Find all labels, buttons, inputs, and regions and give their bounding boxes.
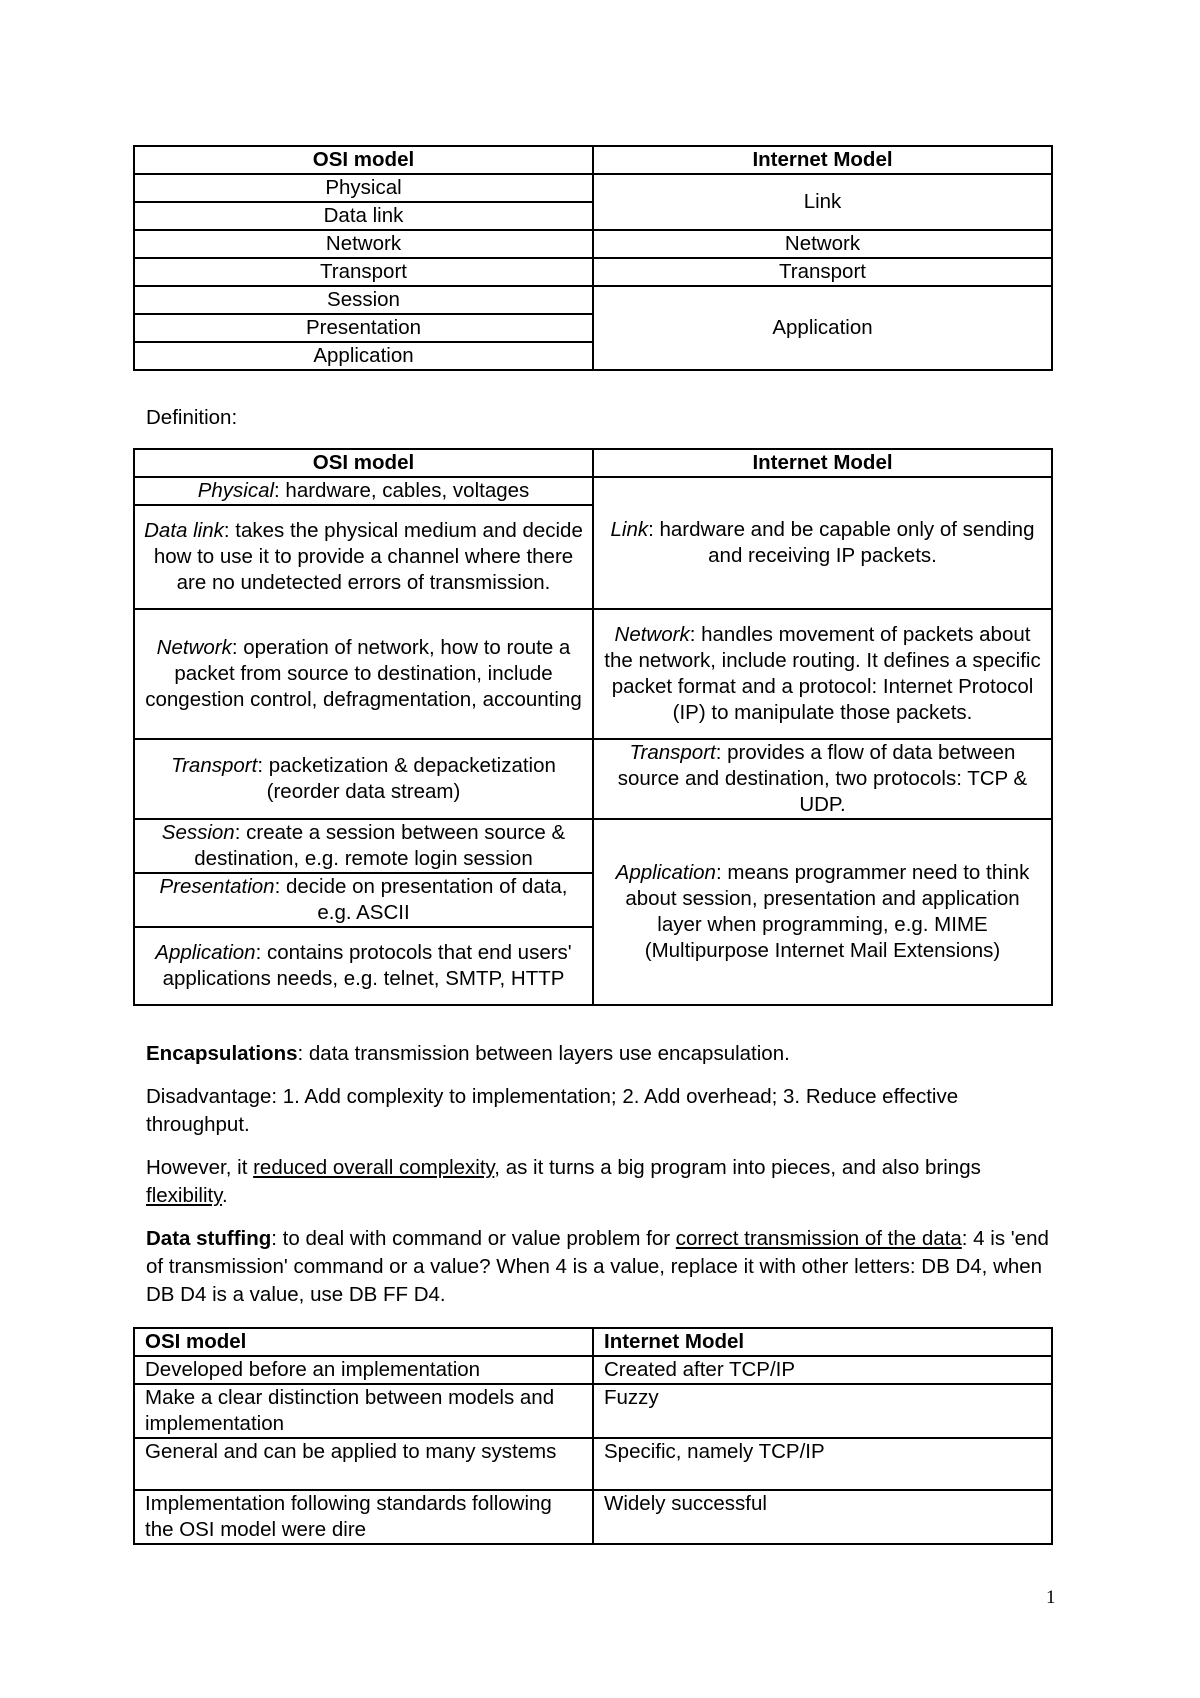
osi-definition [134, 505, 593, 609]
internet-layer: Link [593, 174, 1052, 230]
internet-definition [593, 477, 1052, 609]
sep: : [648, 518, 654, 541]
osi-layer: Network [134, 230, 593, 258]
sep: : [223, 519, 230, 542]
term: Data link [144, 519, 224, 542]
header-internet: Internet Model [593, 449, 1052, 477]
term: Transport [171, 754, 258, 777]
internet-definition [593, 609, 1052, 739]
definition-text: operation of network, how to route a packet from source to destination, include congestion control, defragmentation, accounting [145, 636, 582, 711]
term: Session [161, 821, 235, 844]
header-internet: Internet Model [593, 1328, 1052, 1356]
sep: : [257, 754, 264, 777]
osi-definition [134, 819, 593, 873]
internet-cell: Fuzzy [593, 1384, 1052, 1438]
definition-text: contains protocols that end users' applications needs, e.g. telnet, SMTP, HTTP [162, 941, 572, 990]
layer-comparison-table [133, 145, 1053, 371]
internet-cell: Created after TCP/IP [593, 1356, 1052, 1384]
osi-layer: Physical [134, 174, 593, 202]
sep: : [274, 875, 281, 898]
osi-cell: Make a clear distinction between models and implementation [134, 1384, 593, 1438]
definition-text: packetization & depacketization (reorder data stream) [263, 754, 556, 803]
text: : data transmission between layers use encapsulation. [297, 1042, 790, 1065]
internet-cell: Widely successful [593, 1490, 1052, 1544]
definition-text: decide on presentation of data, e.g. ASCII [280, 875, 568, 924]
internet-definition [593, 819, 1052, 1005]
text: : to deal with command or value problem for [271, 1227, 676, 1250]
however-paragraph [146, 1154, 1066, 1210]
term: Link [610, 518, 649, 541]
sep: : [715, 861, 722, 884]
underlined-text: reduced overall complexity [253, 1156, 495, 1179]
data-stuffing-paragraph [146, 1225, 1066, 1309]
definition-table [133, 448, 1053, 1006]
sep: : [274, 479, 280, 502]
definition-text: takes the physical medium and decide how to use it to provide a channel where there are no undetected errors of transmission. [153, 519, 583, 594]
text: , as it turns a big program into pieces, and also brings [494, 1156, 981, 1179]
text: : 4 is 'end of transmission' command or a value? When 4 is a value, replace it with other letters: DB D4, when DB D4 is a value, use DB FF D4. [146, 1227, 1049, 1306]
internet-layer: Application [593, 286, 1052, 370]
sep: : [255, 941, 262, 964]
definition-text: handles movement of packets about the network, include routing. It defines a specific packet format and a protocol: Internet Protocol (IP) to manipulate those packets. [604, 623, 1041, 724]
definition-text: hardware, cables, voltages [279, 479, 530, 502]
header-internet: Internet Model [593, 146, 1052, 174]
term: Data stuffing [146, 1227, 272, 1250]
internet-definition [593, 739, 1052, 819]
sep: : [234, 821, 241, 844]
definition-text: hardware and be capable only of sending and receiving IP packets. [653, 518, 1035, 567]
text: However, it [146, 1156, 254, 1179]
osi-definition [134, 873, 593, 927]
disadvantage-paragraph: Disadvantage: 1. Add complexity to implementation; 2. Add overhead; 3. Reduce effective throughput. [146, 1085, 959, 1136]
sep: : [715, 741, 722, 764]
osi-definition [134, 609, 593, 739]
osi-definition [134, 477, 593, 505]
header-osi: OSI model [134, 449, 593, 477]
header-osi: OSI model [134, 146, 593, 174]
osi-cell: Implementation following standards following the OSI model were dire [134, 1490, 593, 1544]
osi-layer: Transport [134, 258, 593, 286]
term: Presentation [159, 875, 275, 898]
osi-cell: Developed before an implementation [134, 1356, 593, 1384]
comparison-table [133, 1327, 1053, 1545]
term: Application [615, 861, 716, 884]
internet-layer: Transport [593, 258, 1052, 286]
osi-layer: Session [134, 286, 593, 314]
encapsulation-paragraph [146, 1040, 1066, 1068]
sep: : [231, 636, 238, 659]
sep: : [689, 623, 696, 646]
page-number: 1 [1046, 1587, 1056, 1608]
underlined-text: correct transmission of the data [675, 1227, 962, 1250]
osi-definition [134, 927, 593, 1005]
underlined-text: flexibility [146, 1184, 222, 1207]
internet-cell: Specific, namely TCP/IP [593, 1438, 1052, 1490]
definition-text: provides a flow of data between source and destination, two protocols: TCP & UDP. [617, 741, 1028, 816]
header-osi: OSI model [134, 1328, 593, 1356]
internet-layer: Network [593, 230, 1052, 258]
term: Network [614, 623, 690, 646]
osi-cell: General and can be applied to many systems [134, 1438, 593, 1490]
text: . [221, 1184, 228, 1207]
osi-layer: Data link [134, 202, 593, 230]
osi-definition [134, 739, 593, 819]
term: Encapsulations [146, 1042, 298, 1065]
definition-label: Definition: [146, 406, 238, 429]
term: Transport [629, 741, 716, 764]
definition-text: create a session between source & destination, e.g. remote login session [194, 821, 566, 870]
term: Application [155, 941, 256, 964]
definition-text: means programmer need to think about session, presentation and application layer when programming, e.g. MIME (Multipurpose Internet Mail Extensions) [625, 861, 1030, 962]
osi-layer: Application [134, 342, 593, 370]
term: Network [156, 636, 232, 659]
osi-layer: Presentation [134, 314, 593, 342]
term: Physical [197, 479, 275, 502]
